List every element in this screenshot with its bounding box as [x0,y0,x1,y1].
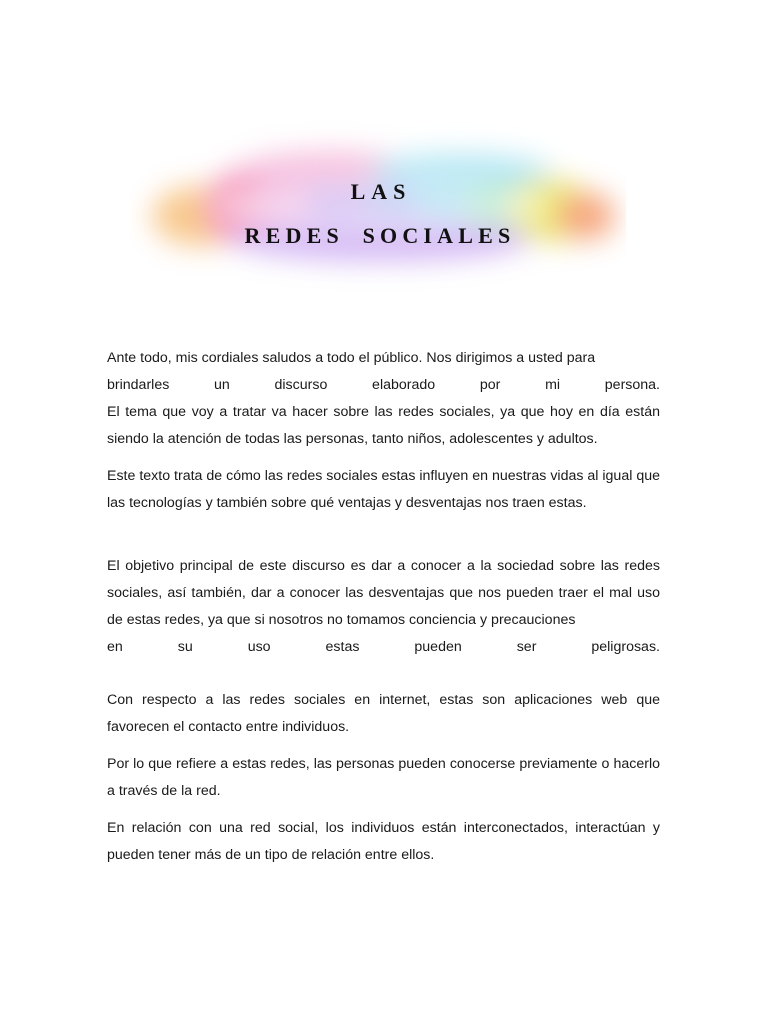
paragraph-1 [107,345,660,453]
title-line-1: LAS [350,179,412,204]
paragraph-3-last-line: en su uso estas pueden ser peligrosas. [107,639,660,655]
title-banner [130,88,626,328]
title-line-2: REDES SOCIALES [244,223,516,248]
document-body [107,345,660,869]
paragraph-3 [107,553,660,661]
paragraph-1-line-1: Ante todo, mis cordiales saludos a todo el público. Nos dirigimos a usted para [107,350,596,366]
paragraph-3-main: El objetivo principal de este discurso es dar a conocer a la sociedad sobre las redes sociales, así también, dar a conocer las desventajas que nos pueden traer el mal uso de estas redes, ya que si nosotros no tomamos conciencia y precauciones [107,558,660,628]
paragraph-1-line-2: brindarles un discurso elaborado por mi persona. [107,377,660,393]
paragraph-6: En relación con una red social, los individuos están interconectados, interactúan y pueden tener más de un tipo de relación entre ellos. [107,820,660,863]
watercolor-splash-image [130,88,626,328]
paragraph-4: Con respecto a las redes sociales en internet, estas son aplicaciones web que favorecen el contacto entre individuos. [107,692,660,735]
paragraph-2: Este texto trata de cómo las redes sociales estas influyen en nuestras vidas al igual que las tecnologías y también sobre qué ventajas y desventajas nos traen estas. [107,468,660,511]
paragraph-5: Por lo que refiere a estas redes, las personas pueden conocerse previamente o hacerlo a través de la red. [107,756,660,799]
paragraph-1-rest: El tema que voy a tratar va hacer sobre las redes sociales, ya que hoy en día están siendo la atención de todas las personas, tanto niños, adolescentes y adultos. [107,404,660,447]
